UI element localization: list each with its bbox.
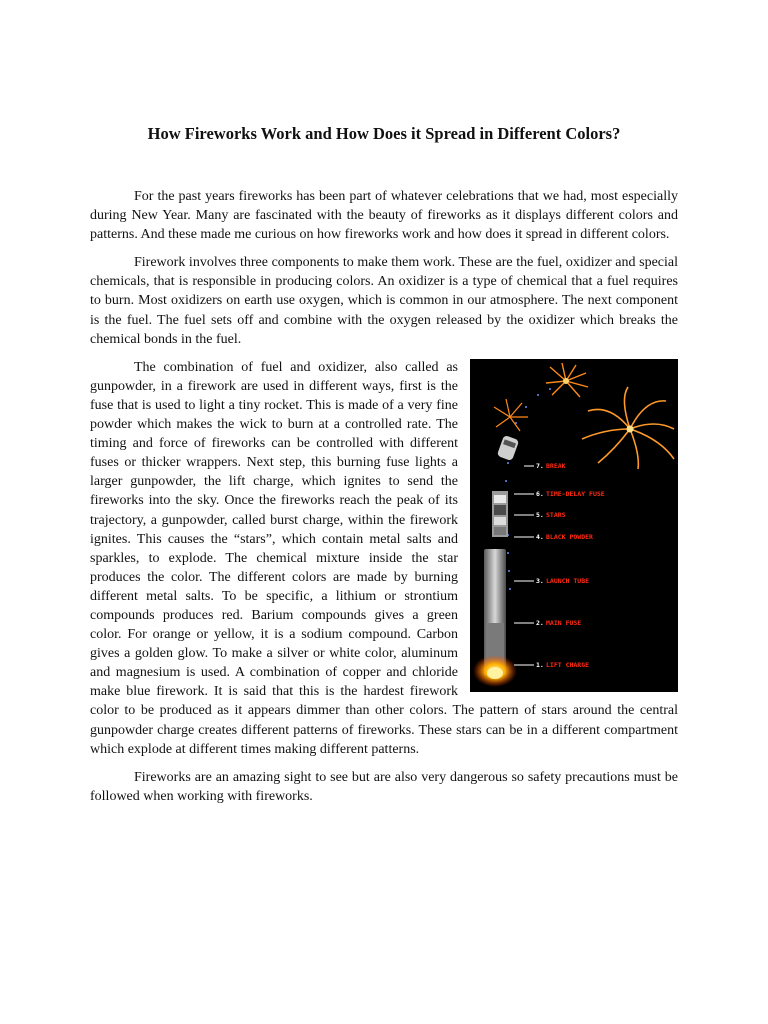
diagram-label-time-delay-fuse bbox=[514, 490, 605, 498]
svg-text:6.: 6. bbox=[536, 489, 544, 498]
svg-text:2.: 2. bbox=[536, 618, 544, 627]
svg-text:MAIN FUSE: MAIN FUSE bbox=[546, 618, 582, 627]
firework-diagram bbox=[470, 359, 678, 692]
article-body bbox=[90, 187, 678, 815]
svg-text:TIME-DELAY FUSE: TIME-DELAY FUSE bbox=[546, 489, 605, 498]
svg-text:STARS: STARS bbox=[546, 510, 566, 519]
trajectory-dots bbox=[505, 388, 551, 590]
shell-cross-section-icon bbox=[492, 491, 508, 537]
svg-text:BREAK: BREAK bbox=[546, 461, 566, 470]
page-title: How Fireworks Work and How Does it Spread in Different Colors? bbox=[147, 124, 621, 143]
svg-text:7.: 7. bbox=[536, 461, 544, 470]
shell-icon bbox=[497, 435, 520, 461]
paragraph-components: Firework involves three components to make them work. These are the fuel, oxidizer and special chemicals, that is responsible in producing colors. An oxidizer is a type of chemical that a fuel requires to burn. Most oxidizers on earth use oxygen, which is common in our atmosphere. The next component is the fuel. The fuel sets off and combine with the oxygen released by the oxidizer which breaks the chemical bonds in the fuel. bbox=[90, 255, 678, 347]
svg-text:4.: 4. bbox=[536, 532, 544, 541]
svg-text:BLACK POWDER: BLACK POWDER bbox=[546, 532, 593, 541]
burst-top-icon bbox=[546, 363, 588, 397]
firework-diagram-svg bbox=[470, 359, 678, 692]
diagram-label-main-fuse bbox=[514, 619, 581, 627]
svg-text:3.: 3. bbox=[536, 576, 544, 585]
diagram-label-lift-charge bbox=[514, 661, 589, 669]
paragraph-intro: For the past years fireworks has been part of whatever celebrations that we had, most especially during New Year. Many are fascinated with the beauty of fireworks as it displays different colors and patterns. And these made me curious on how fireworks work and how does it spread in different colors. bbox=[90, 189, 678, 243]
launch-tube-icon bbox=[473, 549, 517, 687]
burst-right-icon bbox=[582, 387, 674, 469]
diagram-label-stars bbox=[514, 511, 566, 519]
svg-text:LAUNCH TUBE: LAUNCH TUBE bbox=[546, 576, 590, 585]
burst-left-icon bbox=[494, 399, 528, 431]
paragraph-safety: Fireworks are an amazing sight to see but are also very dangerous so safety precautions must be followed when working with fireworks. bbox=[90, 769, 678, 804]
paragraph-combination: The combination of fuel and oxidizer, also called as gunpowder, in a firework are used in different ways, first is the fuse that is used to light a tiny rocket. This is made of a very fine powder which makes the wick to burn at a controlled rate. The timing and force of fireworks can be controlled with different fuses or thicker wrappers. Next step, this burning fuse lights a larger gunpowder, the lift charge, which ignites to send the fireworks into the sky. Once the fireworks reach the peak of its trajectory, a gunpowder, called burst charge, within the firework ignites. This causes the “stars”, which contain metal salts and sparkles, to explode. The chemical mixture inside the star produces the color. The different colors are made by burning different metal salts. To be specific, a lithium or strontium compounds produces red. Barium compounds gives a green color. For orange or yellow, it is a sodium compound. Carbon gives a golden glow. To make a silver or white color, aluminum and magnesium is used. A combination of copper and chloride make blue firework. It is said that this is the hardest firework color to be produced as it appears dimmer than other colors. The pattern of stars around the central gunpowder charge creates different patterns of fireworks. These stars can be in a different compartment which explode at different times making different patterns. bbox=[90, 359, 678, 757]
svg-text:1.: 1. bbox=[536, 660, 544, 669]
diagram-label-black-powder bbox=[514, 533, 593, 541]
svg-text:LIFT CHARGE: LIFT CHARGE bbox=[546, 660, 590, 669]
diagram-label-launch-tube bbox=[514, 577, 589, 585]
svg-text:5.: 5. bbox=[536, 510, 544, 519]
diagram-label-break bbox=[524, 462, 566, 470]
